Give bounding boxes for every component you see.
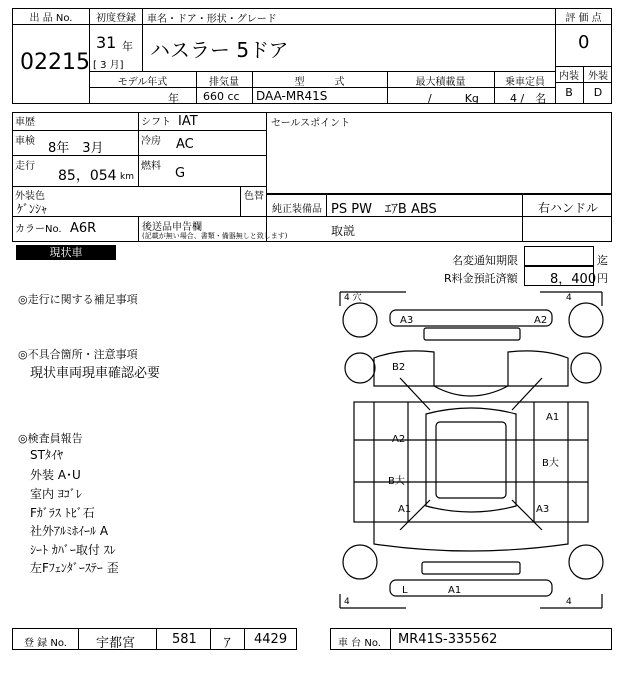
fuel-value: G: [175, 166, 186, 181]
reg-col-4: [244, 628, 245, 650]
reg-col-3: [210, 628, 211, 650]
inspection-value: 8年 3月: [48, 141, 104, 156]
color-label: 外装色: [15, 191, 45, 202]
ac-label: 冷房: [141, 136, 161, 147]
interior-grade: B: [565, 86, 573, 99]
tire-tag-tr: 4: [566, 293, 572, 303]
first-reg-month: [ 3 月]: [93, 60, 124, 71]
aftermarket-note: (記載が無い場合、書類・備器無しと致します): [142, 232, 288, 240]
history-label: 車歴: [15, 117, 35, 128]
manual-value: 取説: [331, 224, 356, 238]
mark-a3-front: A3: [400, 315, 414, 326]
max-load: / Kg: [428, 92, 479, 105]
front-grille: [424, 328, 520, 340]
mileage-value: 85，054: [58, 168, 117, 184]
mark-a3-right: A3: [536, 504, 550, 515]
handle-value: 右ハンドル: [538, 201, 599, 215]
score-divider: [555, 24, 612, 25]
car-name-label: 車名・ドア・形状・グレード: [147, 14, 277, 25]
reg-place: 宇都宮: [96, 636, 136, 651]
mileage-unit: km: [120, 172, 134, 182]
first-reg-label: 初度登録: [96, 13, 136, 24]
tire-front-right: [569, 303, 603, 337]
inspector-item: 外装 A･U: [30, 468, 81, 482]
chassis-label: 車 台 No.: [338, 638, 381, 649]
reg-kana: ｱ: [224, 636, 231, 651]
reg-col-1: [78, 628, 79, 650]
tire-tag-tl: 4 穴: [344, 293, 362, 303]
details-row3: [12, 186, 267, 187]
inspector-item: 社外ｱﾙﾐﾎｲｰﾙ A: [30, 524, 109, 538]
tire-rear-left: [343, 545, 377, 579]
score-value: 0: [578, 32, 590, 53]
handle-col: [522, 194, 523, 242]
mark-a1-right: A1: [546, 412, 560, 423]
lot-divider: [12, 24, 90, 25]
displacement-label: 排気量: [209, 77, 239, 88]
details-row1: [12, 130, 267, 131]
tire-tag-bl: 4: [344, 597, 350, 607]
reg-class: 581: [172, 632, 197, 647]
mark-a2-front: A2: [534, 315, 548, 326]
recycle-unit: 円: [597, 272, 608, 285]
equipment-col: [326, 194, 327, 216]
chassis-col: [390, 628, 391, 650]
mileage-label: 走行: [15, 161, 35, 172]
capacity: 4 / 名: [510, 92, 547, 105]
grade-divider-2: [555, 82, 612, 83]
inspector-item: STﾀｲﾔ: [30, 448, 63, 462]
inspection-label: 車検: [15, 136, 35, 147]
ac-value: AC: [176, 137, 194, 152]
hood-outline: [374, 351, 568, 396]
pillar-rear: [400, 500, 542, 530]
color-change-divider: [240, 186, 241, 216]
type: DAA-MR41S: [256, 89, 328, 103]
details-mid: [138, 112, 139, 186]
sales-point-label: セールスポイント: [271, 118, 351, 129]
mark-l-rear: L: [402, 585, 408, 596]
first-reg-year: 31: [96, 33, 117, 52]
driving-title: ◎走行に関する補足事項: [18, 293, 138, 306]
tire-tag-br: 4: [566, 597, 572, 607]
color-no-value: A6R: [70, 221, 97, 236]
color-value: ｹﾞﾝｼｬ: [17, 202, 48, 216]
mark-b-dai-left: B大: [388, 476, 405, 487]
inspector-item: 室内 ﾖｺﾞﾚ: [30, 487, 82, 501]
pillar-front: [400, 378, 542, 410]
equipment-label: 純正装備品: [272, 204, 322, 215]
inspector-item: Fｶﾞﾗｽ ﾄﾋﾞ石: [30, 506, 95, 520]
lot-label: 出 品 No.: [29, 13, 73, 24]
type-label: 型 式: [294, 77, 345, 88]
rear-bumper: [390, 580, 552, 596]
shift-label: シフト: [141, 117, 171, 128]
mark-b2: B2: [392, 362, 406, 373]
roof: [436, 422, 506, 498]
exterior-label: 外装: [588, 71, 608, 82]
reg-col-2: [156, 628, 157, 650]
color-no-label: カラーNo.: [15, 224, 62, 235]
car-damage-diagram: [330, 286, 612, 616]
model-year-unit: 年: [168, 92, 179, 105]
tire-mid-right: [571, 353, 601, 383]
equipment-row: [266, 216, 612, 217]
color-change-label: 色替: [244, 191, 264, 202]
lot-number: 02215: [20, 50, 90, 75]
name-change-box: [524, 246, 594, 266]
fuel-label: 燃料: [141, 161, 161, 172]
tire-front-left: [343, 303, 377, 337]
displacement: 660 cc: [203, 90, 240, 103]
tire-mid-left: [345, 353, 375, 383]
rear-garnish: [422, 562, 520, 574]
car-name: ハスラー 5ドア: [150, 38, 289, 62]
reg-number: 4429: [254, 632, 288, 647]
name-change-label: 名変通知期限: [452, 254, 518, 267]
defects-text: 現状車両現車確認必要: [30, 366, 161, 381]
inspector-item: 左Fﾌｪﾝﾀﾞｰｽﾃｰ 歪: [30, 561, 119, 575]
cabin: [426, 408, 516, 512]
capacity-label: 乗車定員: [505, 77, 545, 88]
name-change-unit: 迄: [597, 254, 608, 267]
mark-a1-rear: A1: [448, 585, 462, 596]
year-unit: 年: [122, 40, 133, 53]
chassis-number: MR41S-335562: [398, 632, 498, 647]
tire-rear-right: [569, 545, 603, 579]
model-year-label: モデル年式: [117, 77, 168, 88]
equipment-value: PS PW ｴｱB ABS: [331, 202, 437, 217]
recycle-label: R料金預託済額: [444, 272, 518, 285]
inspector-title: ◎検査員報告: [18, 432, 83, 445]
door-lines: [408, 402, 534, 522]
exterior-grade: D: [593, 86, 603, 99]
max-load-label: 最大積載量: [415, 77, 466, 88]
reg-label: 登 録 No.: [24, 638, 67, 649]
mark-a1-left: A1: [398, 504, 412, 515]
mark-b-dai-right: B大: [542, 458, 559, 469]
aftermarket-divider: [138, 216, 139, 242]
mark-a2-left: A2: [392, 434, 406, 445]
inspector-item: ｼｰﾄ ｶﾊﾞｰ取付 ｽﾚ: [30, 543, 116, 557]
recycle-amount: 8，400: [550, 272, 597, 287]
score-label: 評 価 点: [565, 13, 602, 24]
status-badge: 現状車: [16, 245, 116, 260]
aftermarket-label: 後送品申告欄: [142, 222, 202, 233]
defects-title: ◎不具合箇所・注意事項: [18, 348, 138, 361]
interior-label: 内装: [559, 71, 579, 82]
shift-value: IAT: [178, 114, 198, 129]
details-row4: [12, 216, 267, 217]
front-bumper: [390, 310, 552, 326]
